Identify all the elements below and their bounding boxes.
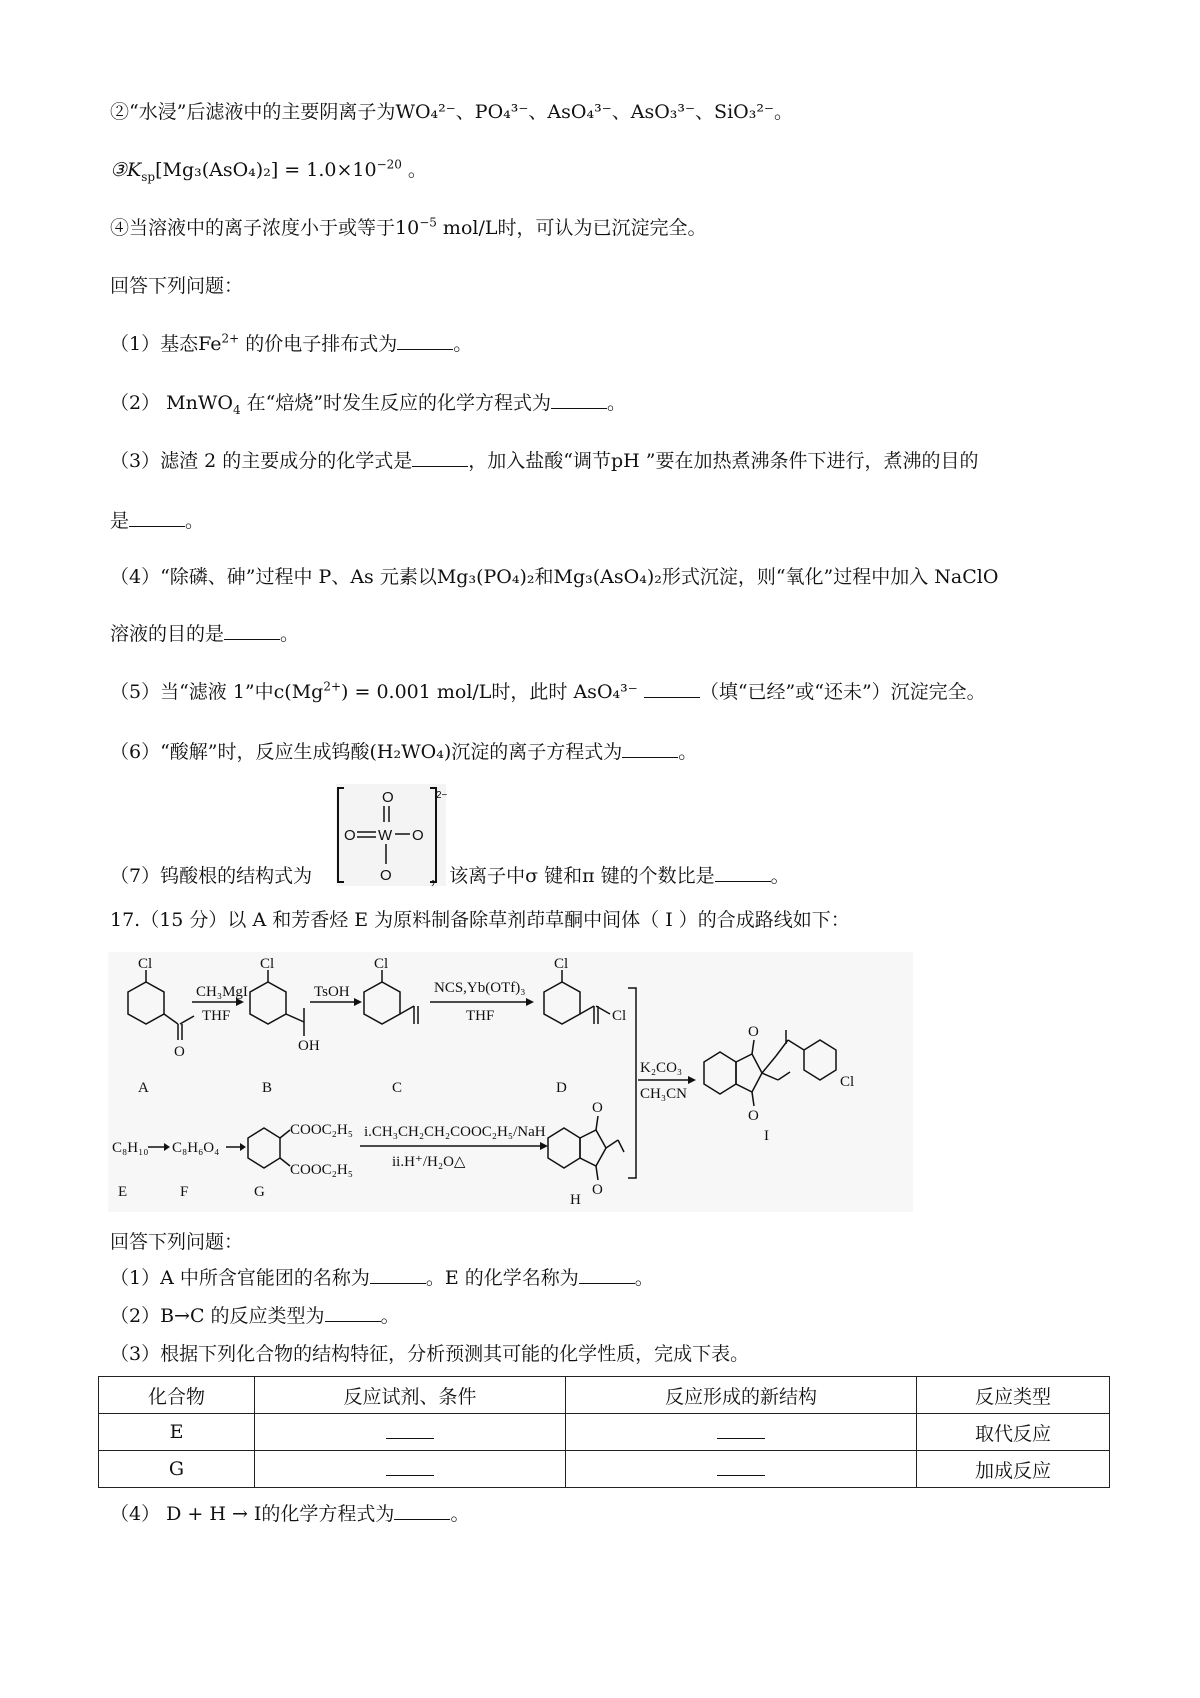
table-cell-conditions[interactable] — [255, 1451, 566, 1488]
properties-table — [98, 1376, 1110, 1488]
svg-text:TsOH: TsOH — [314, 984, 350, 1000]
svg-text:THF: THF — [466, 1008, 495, 1024]
note-3: $③K_{sp}[Mg_3(AsO_4)_2] = 1.0\times 10^{-20}$ 。 — [110, 157, 427, 184]
svg-text:COOC₂H₅: COOC₂H₅ — [290, 1162, 353, 1178]
label-E: E — [118, 1184, 128, 1200]
svg-text:Cl: Cl — [554, 956, 569, 972]
svg-text:CH₃MgI: CH₃MgI — [196, 984, 248, 1000]
svg-text:Cl: Cl — [260, 956, 275, 972]
answer-blank[interactable] — [394, 1501, 450, 1520]
svg-text:COOC₂H₅: COOC₂H₅ — [290, 1122, 353, 1138]
table-header: 反应形成的新结构 — [566, 1377, 917, 1414]
svg-text:OH: OH — [298, 1038, 320, 1054]
compound-C-structure — [364, 956, 418, 1096]
q17-1: （1）A 中所含官能团的名称为 。E 的化学名称为 。 — [110, 1267, 654, 1289]
svg-text:CH₃CN: CH₃CN — [640, 1086, 687, 1102]
answer-blank[interactable] — [224, 621, 280, 640]
svg-text:THF: THF — [202, 1008, 231, 1024]
label-D: D — [556, 1080, 567, 1096]
svg-text:Cl: Cl — [612, 1008, 627, 1024]
table-cell-structure[interactable] — [566, 1451, 917, 1488]
svg-text:O: O — [592, 1100, 603, 1116]
compound-H-structure — [548, 1100, 624, 1208]
charge-label: 2− — [436, 790, 448, 801]
q16-1: （1）基态$Fe^{2+}$ 的价电子排布式为 。 — [110, 331, 473, 355]
answer-blank[interactable] — [715, 863, 771, 882]
table-row — [99, 1414, 1110, 1451]
compound-A-structure — [128, 956, 194, 1096]
answer-blank[interactable] — [622, 739, 678, 758]
compound-G-structure — [248, 1122, 353, 1200]
note-2: ②“水浸”后滤液中的主要阴离子为WO₄²⁻、PO₄³⁻、AsO₄³⁻、AsO₃³⁻、SiO₃²⁻。 — [110, 101, 793, 123]
answer-blank[interactable] — [325, 1303, 381, 1322]
svg-text:ii.H⁺/H₂O△: ii.H⁺/H₂O△ — [392, 1154, 466, 1170]
table-header: 化合物 — [99, 1377, 255, 1414]
label-C: C — [392, 1080, 403, 1096]
table-cell-conditions[interactable] — [255, 1414, 566, 1451]
answer-blank[interactable] — [717, 1457, 765, 1476]
answer-blank[interactable] — [129, 508, 185, 527]
label-F: F — [180, 1184, 189, 1200]
q16-intro: 回答下列问题： — [110, 275, 244, 297]
q16-3-cont: 是 。 — [110, 510, 205, 532]
answer-blank[interactable] — [397, 331, 453, 350]
label-A: A — [138, 1080, 149, 1096]
svg-text:i.CH₃CH₂CH₂COOC₂H₅/NaH: i.CH₃CH₂CH₂COOC₂H₅/NaH — [364, 1124, 546, 1140]
svg-text:O: O — [748, 1024, 759, 1040]
svg-text:K₂CO₃: K₂CO₃ — [640, 1060, 683, 1076]
label-I: I — [764, 1128, 769, 1144]
svg-text:W: W — [378, 827, 393, 844]
answer-blank[interactable] — [551, 390, 607, 409]
table-header: 反应类型 — [917, 1377, 1110, 1414]
q17-4: （4） D + H → I的化学方程式为 。 — [110, 1503, 470, 1525]
label-H: H — [570, 1192, 581, 1208]
compound-I-structure — [704, 1024, 854, 1144]
svg-text:O: O — [174, 1044, 185, 1060]
q16-2: （2） MnWO$_4$ 在“焙烧”时发生反应的化学方程式为 。 — [110, 392, 627, 417]
svg-text:O: O — [382, 789, 394, 806]
answer-blank[interactable] — [579, 1265, 635, 1284]
svg-text:C₈H₆O₄: C₈H₆O₄ — [172, 1140, 220, 1156]
q17-title: 17.（15 分）以 A 和芳香烃 E 为原料制备除草剂茚草酮中间体（ I ）的合成路线如下： — [110, 909, 850, 931]
svg-text:O: O — [748, 1108, 759, 1124]
svg-text:O: O — [344, 827, 356, 844]
svg-text:NCS,Yb(OTf)₃: NCS,Yb(OTf)₃ — [434, 980, 526, 996]
svg-text:Cl: Cl — [840, 1074, 855, 1090]
table-row — [99, 1451, 1110, 1488]
svg-text:O: O — [592, 1182, 603, 1198]
svg-text:O: O — [412, 827, 424, 844]
compound-D-structure — [544, 956, 626, 1096]
q16-7: （7）钨酸根的结构式为 ，该离子中σ 键和π 键的个数比是 。 — [110, 865, 790, 887]
table-header: 反应试剂、条件 — [255, 1377, 566, 1414]
svg-text:Cl: Cl — [374, 956, 389, 972]
table-cell-structure[interactable] — [566, 1414, 917, 1451]
table-cell-type: 取代反应 — [917, 1414, 1110, 1451]
q16-3: （3）滤渣 2 的主要成分的化学式是 ，加入盐酸“调节pH ”要在加热煮沸条件下进行，煮沸的目的 — [110, 450, 979, 472]
q17-2: （2）B→C 的反应类型为 。 — [110, 1305, 400, 1327]
answer-blank[interactable] — [412, 448, 468, 467]
svg-text:Cl: Cl — [138, 956, 153, 972]
q16-6: （6）“酸解”时，反应生成钨酸(H₂WO₄)沉淀的离子方程式为 。 — [110, 741, 698, 763]
answer-blank[interactable] — [644, 679, 700, 698]
synthesis-scheme — [108, 952, 913, 1212]
table-cell-compound: E — [99, 1414, 255, 1451]
label-B: B — [262, 1080, 273, 1096]
answer-blank[interactable] — [386, 1420, 434, 1439]
q16-4: （4）“除磷、砷”过程中 P、As 元素以Mg₃(PO₄)₂和Mg₃(AsO₄)₂形式沉淀，则“氧化”过程中加入 NaClO — [110, 566, 999, 588]
table-cell-type: 加成反应 — [917, 1451, 1110, 1488]
q17-3: （3）根据下列化合物的结构特征，分析预测其可能的化学性质，完成下表。 — [110, 1343, 750, 1365]
q17-intro: 回答下列问题： — [110, 1231, 244, 1253]
table-cell-compound: G — [99, 1451, 255, 1488]
note-4: ④当溶液中的离子浓度小于或等于$10^{-5}$ mol/L时，可认为已沉淀完全。 — [110, 215, 707, 239]
answer-blank[interactable] — [717, 1420, 765, 1439]
q16-5: （5）当“滤液 1”中$c(Mg^{2+}) = 0.001$ mol/L时，此时 AsO₄³⁻ （填“已经”或“还未”）沉淀完全。 — [110, 679, 986, 703]
label-G: G — [254, 1184, 265, 1200]
table-header-row — [99, 1377, 1110, 1414]
answer-blank[interactable] — [370, 1265, 426, 1284]
compound-B-structure — [250, 956, 320, 1096]
q16-4-cont: 溶液的目的是 。 — [110, 623, 300, 645]
svg-text:C₈H₁₀: C₈H₁₀ — [112, 1140, 149, 1156]
answer-blank[interactable] — [386, 1457, 434, 1476]
svg-text:O: O — [380, 867, 392, 884]
